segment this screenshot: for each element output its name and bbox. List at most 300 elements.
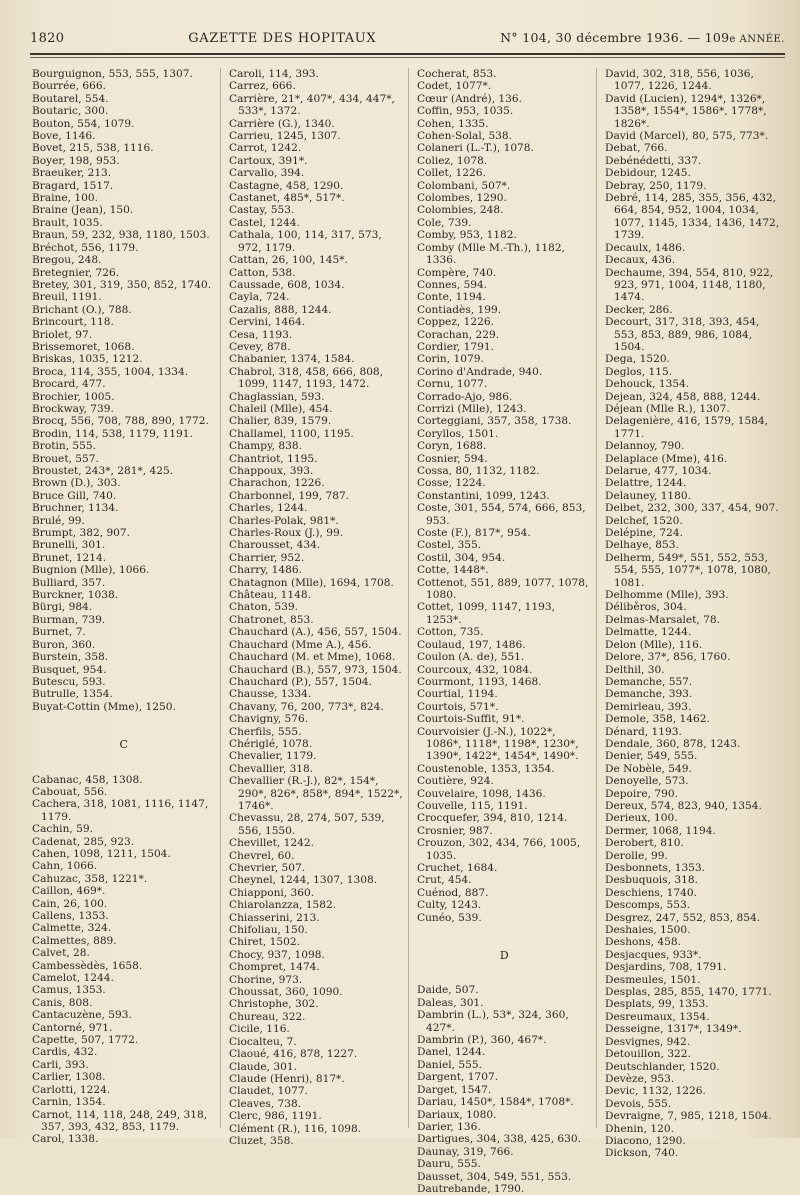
index-entry: Chiapponi, 360. xyxy=(229,886,315,899)
index-entry: Carrot, 1242. xyxy=(229,142,302,155)
index-entry: Canis, 808. xyxy=(32,996,93,1009)
index-entry: Couvelaire, 1098, 1436. xyxy=(417,787,546,800)
index-entry: Derobert, 810. xyxy=(605,837,684,850)
index-entry: Carnot, 114, 118, 248, 249, 318, 357, 393, 432, 853, 1179. xyxy=(32,1108,208,1133)
index-entry: Chiret, 1502. xyxy=(229,936,300,949)
index-entry: Cambessèdès, 1658. xyxy=(32,959,143,972)
index-entry: Carvallo, 394. xyxy=(229,167,305,180)
index-entry: Delchef, 1520. xyxy=(605,514,683,527)
index-entry: Dendale, 360, 878, 1243. xyxy=(605,737,741,750)
index-entry: Calvet, 28. xyxy=(32,947,90,960)
index-entry: Danel, 1244. xyxy=(417,1046,486,1059)
index-entry: Desgrez, 247, 552, 853, 854. xyxy=(605,911,761,924)
index-entry: Catton, 538. xyxy=(229,266,296,279)
index-entry: Derolle, 99. xyxy=(605,849,668,862)
index-entry: Cunéo, 539. xyxy=(417,911,482,924)
index-entry: Brocard, 477. xyxy=(32,378,106,391)
index-entry: Dickson, 740. xyxy=(605,1147,679,1160)
index-entry: Dariau, 1450*, 1584*, 1708*. xyxy=(417,1096,574,1109)
index-entry: Coustenoble, 1353, 1354. xyxy=(417,762,555,775)
index-entry: Daunay, 319, 766. xyxy=(417,1145,514,1158)
index-entry: Challamel, 1100, 1195. xyxy=(229,427,354,440)
index-entry: Decaulx, 1486. xyxy=(605,241,686,254)
index-entry: Camus, 1353. xyxy=(32,984,106,997)
index-entry: Brault, 1035. xyxy=(32,216,103,229)
index-entry: Cossa, 80, 1132, 1182. xyxy=(417,465,540,477)
index-entry: Desjacques, 933*. xyxy=(605,948,702,961)
index-entry: Courtial, 1194. xyxy=(417,688,498,701)
index-entry: Couvelle, 115, 1191. xyxy=(417,799,528,812)
index-entry: Delmatte, 1244. xyxy=(605,626,692,639)
index-entry: Delépine, 724. xyxy=(605,527,684,540)
index-entry: Daleas, 301. xyxy=(417,996,484,1009)
index-entry: Corrizi (Mlle), 1243. xyxy=(417,402,527,415)
index-entry: Chauchard (B.), 557, 973, 1504. xyxy=(229,663,402,676)
index-entry: Bouton, 554, 1079. xyxy=(32,117,135,130)
index-entry: Cahuzac, 358, 1221*. xyxy=(32,872,148,885)
index-entry: Cahn, 1066. xyxy=(32,860,98,873)
index-entry: Claudet, 1077. xyxy=(229,1085,309,1098)
index-entry: Dambrin (P.), 360, 467*. xyxy=(417,1034,547,1047)
index-entry: Decourt, 317, 318, 393, 454, 553, 853, 889, 986, 1084, 1504. xyxy=(605,316,760,353)
index-entry: Coutière, 924. xyxy=(417,775,494,788)
index-entry: Chériglé, 1078. xyxy=(229,737,313,750)
header-rule xyxy=(30,53,785,55)
index-entry: Comby (Mlle M.-Th.), 1182, 1336. xyxy=(417,241,565,267)
index-entry: Charachon, 1226. xyxy=(229,477,325,490)
index-entry: Dechaume, 394, 554, 810, 922, 923, 971, 1004, 1148, 1180, 1474. xyxy=(605,266,774,304)
index-entry: Delagenière, 416, 1579, 1584, 1771. xyxy=(605,415,769,440)
index-entry: Burman, 739. xyxy=(32,613,106,626)
index-entry: Butescu, 593. xyxy=(32,675,106,688)
index-entry: Cabouat, 556. xyxy=(32,785,108,798)
index-entry: Cahen, 1098, 1211, 1504. xyxy=(32,847,171,860)
index-entry: Delattre, 1244. xyxy=(605,477,687,490)
index-entry: Castanet, 485*, 517*. xyxy=(229,192,345,205)
index-entry: Darget, 1547. xyxy=(417,1083,492,1096)
index-entry: Courcoux, 432, 1084. xyxy=(417,663,533,676)
index-entry: Breuil, 1191. xyxy=(32,291,102,304)
index-entry: Detouillon, 322. xyxy=(605,1048,691,1061)
index-entry: Compère, 740. xyxy=(417,266,497,279)
index-entry: Bourguignon, 553, 555, 1307. xyxy=(32,68,193,80)
index-entry: Chausse, 1334. xyxy=(229,688,312,701)
index-entry: Devic, 1132, 1226. xyxy=(605,1085,706,1098)
index-entry: Debat, 766. xyxy=(605,142,668,155)
index-entry: Burstein, 358. xyxy=(32,651,109,664)
index-entry: Debré, 114, 285, 355, 356, 432, 664, 854, 952, 1004, 1034, 1077, 1145, 1334, 1436, 1472, 1739. xyxy=(605,192,780,242)
index-entry: Cottet, 1099, 1147, 1193, 1253*. xyxy=(417,601,555,626)
index-entry: Desvignes, 942. xyxy=(605,1035,691,1048)
index-entry: Deschiens, 1740. xyxy=(605,886,697,899)
index-entry: Carlier, 1308. xyxy=(32,1071,106,1084)
index-entry: Cleaves, 738. xyxy=(229,1097,302,1110)
index-entry: De Nobèle, 549. xyxy=(605,762,692,775)
index-entry: Crosnier, 987. xyxy=(417,824,493,837)
index-entry: Depoire, 790. xyxy=(605,787,678,800)
index-entry: Dauru, 555. xyxy=(417,1158,481,1171)
index-entry: Cervini, 1464. xyxy=(229,316,306,329)
index-entry: Burckner, 1038. xyxy=(32,589,119,602)
index-entry: Costil, 304, 954. xyxy=(417,551,506,564)
index-entry: Demole, 358, 1462. xyxy=(605,713,710,726)
index-entry: Broca, 114, 355, 1004, 1334. xyxy=(32,365,189,378)
index-entry: Chappoux, 393. xyxy=(229,465,314,477)
index-entry: Brotin, 555. xyxy=(32,440,97,453)
index-entry: Chauchard (M. et Mme), 1068. xyxy=(229,651,396,664)
page-number: 1820 xyxy=(30,31,65,46)
index-entry: Cosse, 1224. xyxy=(417,477,486,490)
index-entry: Dehouck, 1354. xyxy=(605,378,690,391)
index-entry: Castagne, 458, 1290. xyxy=(229,179,344,192)
index-entry: Bruce Gill, 740. xyxy=(32,489,117,502)
index-entry: Collet, 1226. xyxy=(417,167,486,180)
index-entry: Crut, 454. xyxy=(417,874,472,887)
index-entry: Brunet, 1214. xyxy=(32,551,107,564)
index-entry: Cattan, 26, 100, 145*. xyxy=(229,254,348,267)
index-entry: Brochier, 1005. xyxy=(32,390,115,403)
index-entry: Dambrin (L.), 53*, 324, 360, 427*. xyxy=(417,1009,569,1034)
index-entry: Champy, 838. xyxy=(229,440,302,453)
index-entry: Crouzon, 302, 434, 766, 1005, 1035. xyxy=(417,837,581,862)
index-entry: Chavigny, 576. xyxy=(229,713,309,726)
issue-text: N° 104, 30 décembre 1936. — 109 xyxy=(500,30,730,45)
index-entry: Camelot, 1244. xyxy=(32,972,114,985)
index-entry: Carrière, 21*, 407*, 434, 447*, 533*, 1372. xyxy=(229,92,395,118)
index-entry: Delmas-Marsalet, 78. xyxy=(605,613,721,626)
index-entry: Dereux, 574, 823, 940, 1354. xyxy=(605,799,762,812)
index-entry: Buyat-Cottin (Mme), 1250. xyxy=(32,700,176,713)
header-rule-thin xyxy=(30,57,785,58)
index-entry: Cayla, 724. xyxy=(229,291,290,304)
index-column xyxy=(596,68,784,1160)
index-entry: Dautrebande, 1790. xyxy=(417,1182,525,1195)
index-entry: Corteggiani, 357, 358, 1738. xyxy=(417,415,572,428)
index-entry: Carrez, 666. xyxy=(229,80,296,93)
index-entry: Crocquefer, 394, 810, 1214. xyxy=(417,812,568,825)
index-entry: Brulé, 99. xyxy=(32,514,85,527)
index-entry: Chatronet, 853. xyxy=(229,613,314,626)
index-entry: Desplas, 285, 855, 1470, 1771. xyxy=(605,986,772,999)
section-letter: C xyxy=(119,738,129,752)
index-entry: Carnin, 1354. xyxy=(32,1096,106,1109)
index-entry: Caillon, 469*. xyxy=(32,885,106,898)
index-entry: Bugnion (Mlle), 1066. xyxy=(32,564,150,577)
index-column xyxy=(32,68,220,1146)
index-entry: Coffin, 953, 1035. xyxy=(417,105,514,118)
index-entry: Chocy, 937, 1098. xyxy=(229,948,325,961)
index-entry: Debray, 250, 1179. xyxy=(605,179,707,192)
index-entry: Cardis, 432. xyxy=(32,1046,98,1059)
index-entry: Corrado-Ajo, 986. xyxy=(417,390,513,403)
index-entry: Courtois, 571*. xyxy=(417,700,499,713)
index-entry: Carrière (G.), 1340. xyxy=(229,117,335,130)
index-entry: Colaneri (L.-T.), 1078. xyxy=(417,142,534,155)
index-entry: Desbuquois, 318. xyxy=(605,874,698,887)
index-entry: Chaglassian, 593. xyxy=(229,390,325,403)
index-entry: Courvoisier (J.-N.), 1022*, 1086*, 1118*, 1198*, 1230*, 1390*, 1422*, 1454*, 1490*. xyxy=(417,725,579,763)
index-entry: Corachan, 229. xyxy=(417,328,500,341)
index-entry: Chantriot, 1195. xyxy=(229,452,318,465)
index-entry: Briolet, 97. xyxy=(32,328,93,341)
index-entry: Bretey, 301, 319, 350, 852, 1740. xyxy=(32,278,212,291)
index-entry: Clerc, 986, 1191. xyxy=(229,1110,322,1123)
index-entry: Daniel, 555. xyxy=(417,1058,483,1071)
section-letter: D xyxy=(499,949,510,963)
index-entry: Chureau, 322. xyxy=(229,1010,306,1023)
index-entry: Chorine, 973. xyxy=(229,973,303,986)
index-entry: Charousset, 434. xyxy=(229,539,321,552)
index-entry: Caroli, 114, 393. xyxy=(229,68,319,80)
index-entry: Cruchet, 1684. xyxy=(417,862,498,874)
index-entry: Coppez, 1226. xyxy=(417,316,494,329)
index-entry: Boutaric, 300. xyxy=(32,105,109,118)
index-entry: Charles, 1244. xyxy=(229,502,308,515)
index-entry: Contiadès, 199. xyxy=(417,303,502,316)
index-entry: Culty, 1243. xyxy=(417,899,482,912)
index-entry: Desmeules, 1501. xyxy=(605,973,701,986)
index-entry: Desplats, 99, 1353. xyxy=(605,998,709,1011)
index-entry: Chauchard (P.), 557, 1504. xyxy=(229,675,372,688)
index-entry: Capette, 507, 1772. xyxy=(32,1034,139,1047)
running-header xyxy=(30,30,785,52)
index-entry: Cherfils, 555. xyxy=(229,725,302,738)
index-entry: Dausset, 304, 549, 551, 553. xyxy=(417,1170,572,1183)
index-entry: Bourrée, 666. xyxy=(32,80,106,93)
index-entry: Cabanac, 458, 1308. xyxy=(32,773,143,786)
index-entry: Derieux, 100. xyxy=(605,812,678,825)
index-entry: Delhaye, 853. xyxy=(605,539,679,552)
index-entry: Debénédetti, 337. xyxy=(605,154,702,167)
index-entry: Costel, 355. xyxy=(417,539,482,552)
index-entry: Bove, 1146. xyxy=(32,130,96,143)
index-entry: Calmettes, 889. xyxy=(32,934,117,947)
index-entry: Delarue, 477, 1034. xyxy=(605,465,712,477)
index-entry: Brunelli, 301. xyxy=(32,539,106,552)
index-entry: Brocq, 556, 708, 788, 890, 1772. xyxy=(32,415,209,428)
index-entry: Devèze, 953. xyxy=(605,1072,675,1085)
index-entry: Courmont, 1193, 1468. xyxy=(417,675,542,688)
index-entry: Diacono, 1290. xyxy=(605,1134,686,1147)
index-entry: Descomps, 553. xyxy=(605,899,691,912)
issue-info xyxy=(500,30,785,45)
index-entry: Desjardins, 708, 1791. xyxy=(605,961,727,974)
index-entry: Codet, 1077*. xyxy=(417,80,492,93)
index-entry: Cachin, 59. xyxy=(32,823,93,836)
index-entry: Brodin, 114, 538, 1179, 1191. xyxy=(32,427,193,440)
index-columns xyxy=(32,68,784,1195)
index-entry: Burnet, 7. xyxy=(32,626,86,639)
index-entry: Dartigues, 304, 338, 425, 630. xyxy=(417,1133,582,1146)
index-entry: Delannoy, 790. xyxy=(605,440,685,453)
index-entry: Cohen, 1335. xyxy=(417,117,489,130)
index-entry: Charles-Polak, 981*. xyxy=(229,514,339,527)
index-entry: David, 302, 318, 556, 1036, 1077, 1226, 1244. xyxy=(605,68,754,93)
index-entry: Courtois-Suffit, 91*. xyxy=(417,713,525,726)
index-entry: Chevallier, 318. xyxy=(229,762,314,775)
index-entry: Corin, 1079. xyxy=(417,353,484,366)
index-entry: Dermer, 1068, 1194. xyxy=(605,824,716,837)
index-entry: Calmette, 324. xyxy=(32,922,112,935)
index-entry: Dargent, 1707. xyxy=(417,1071,499,1084)
index-entry: Connes, 594. xyxy=(417,278,488,291)
index-entry: Brockway, 739. xyxy=(32,402,114,415)
index-entry: Cesa, 1193. xyxy=(229,328,293,341)
index-entry: Braeuker, 213. xyxy=(32,167,112,180)
index-entry: Coste (F.), 817*, 954. xyxy=(417,527,531,540)
index-entry: Decker, 286. xyxy=(605,303,673,316)
index-entry: Devois, 555. xyxy=(605,1097,672,1110)
index-entry: Buron, 360. xyxy=(32,638,96,651)
index-entry: Demanche, 557. xyxy=(605,675,693,688)
index-entry: Braine, 100. xyxy=(32,192,98,205)
index-entry: Claude (Henri), 817*. xyxy=(229,1072,345,1085)
index-entry: Cantacuzène, 593. xyxy=(32,1009,132,1022)
index-entry: Cluzet, 358. xyxy=(229,1134,294,1147)
index-entry: Clément (R.), 116, 1098. xyxy=(229,1122,362,1135)
index-entry: Cicile, 116. xyxy=(229,1023,290,1036)
index-entry: Bregou, 248. xyxy=(32,254,102,267)
index-entry: Chaton, 539. xyxy=(229,601,299,614)
index-entry: Daide, 507. xyxy=(417,984,479,997)
index-entry: Bruchner, 1134. xyxy=(32,502,119,515)
index-entry: Cordier, 1791. xyxy=(417,340,494,353)
index-column xyxy=(408,68,596,1195)
index-entry: Choussat, 360, 1090. xyxy=(229,986,343,999)
index-entry: Carli, 393. xyxy=(32,1058,89,1071)
index-entry: Colombies, 248. xyxy=(417,204,504,217)
index-entry: Brown (D.), 303. xyxy=(32,477,121,490)
journal-title: GAZETTE DES HOPITAUX xyxy=(188,31,377,46)
index-entry: Delore, 37*, 856, 1760. xyxy=(605,651,731,664)
index-entry: Christophe, 302. xyxy=(229,998,319,1011)
index-entry: Déjean (Mlle R.), 1307. xyxy=(605,402,730,415)
index-entry: Cornu, 1077. xyxy=(417,378,488,391)
index-entry: Carrieu, 1245, 1307. xyxy=(229,130,341,143)
index-entry: Briskas, 1035, 1212. xyxy=(32,353,143,366)
index-entry: Desseigne, 1317*, 1349*. xyxy=(605,1023,742,1036)
index-entry: Dega, 1520. xyxy=(605,353,670,366)
index-entry: Chevalier, 1179. xyxy=(229,750,317,763)
index-entry: Bovet, 215, 538, 1116. xyxy=(32,142,154,155)
index-entry: Boutarel, 554. xyxy=(32,92,109,105)
index-entry: Bragard, 1517. xyxy=(32,179,114,192)
index-entry: Ciocalteu, 7. xyxy=(229,1035,297,1048)
index-entry: Desbonnets, 1353. xyxy=(605,862,706,874)
issue-suffix: e ANNÉE. xyxy=(729,34,785,45)
index-entry: Coryllos, 1501. xyxy=(417,427,499,440)
index-entry: Chevillet, 1242. xyxy=(229,837,314,850)
index-entry: Demirleau, 393. xyxy=(605,700,692,713)
index-entry: Coulon (A. de), 551. xyxy=(417,651,525,664)
index-entry: Chalier, 839, 1579. xyxy=(229,415,332,428)
index-entry: Delauney, 1180. xyxy=(605,489,692,502)
index-entry: Deglos, 115. xyxy=(605,365,673,378)
index-entry: Cotte, 1448*. xyxy=(417,564,489,577)
index-entry: Bréchot, 556, 1179. xyxy=(32,241,139,254)
index-entry: Caussade, 608, 1034. xyxy=(229,278,345,291)
index-entry: Castel, 1244. xyxy=(229,216,300,229)
index-entry: Charrier, 952. xyxy=(229,551,305,564)
index-entry: Charles-Roux (J.), 99. xyxy=(229,527,344,540)
index-entry: Coste, 301, 554, 574, 666, 853, 953. xyxy=(417,502,586,527)
index-entry: Brichant (O.), 788. xyxy=(32,303,132,316)
index-entry: Cazalis, 888, 1244. xyxy=(229,303,332,316)
index-entry: Chatagnon (Mlle), 1694, 1708. xyxy=(229,576,394,589)
index-entry: Coryn, 1688. xyxy=(417,440,487,453)
index-entry: Chevrier, 507. xyxy=(229,862,306,874)
index-entry: Charry, 1486. xyxy=(229,564,303,577)
index-entry: Brincourt, 118. xyxy=(32,316,114,329)
index-entry: Comby, 953, 1182. xyxy=(417,229,517,242)
index-entry: Delbet, 232, 300, 337, 454, 907. xyxy=(605,502,779,515)
index-entry: Brissemoret, 1068. xyxy=(32,340,135,353)
index-entry: Denier, 549, 555. xyxy=(605,750,698,763)
index-entry: Callens, 1353. xyxy=(32,910,109,922)
index-entry: Boyer, 198, 953. xyxy=(32,154,120,167)
index-entry: Dariaux, 1080. xyxy=(417,1108,497,1121)
index-entry: Cartoux, 391*. xyxy=(229,154,308,167)
index-entry: Darier, 136. xyxy=(417,1120,481,1133)
index-entry: Deshaies, 1500. xyxy=(605,924,691,937)
index-entry: Castay, 553. xyxy=(229,204,295,217)
index-entry: Delthil, 30. xyxy=(605,663,665,676)
index-entry: Cuénod, 887. xyxy=(417,886,489,899)
index-entry: Chevrel, 60. xyxy=(229,849,295,862)
index-entry: Cantorné, 971. xyxy=(32,1021,113,1034)
index-entry: Colombani, 507*. xyxy=(417,179,511,192)
index-entry: Cottenot, 551, 889, 1077, 1078, 1080. xyxy=(417,576,589,602)
index-entry: Delherm, 549*, 551, 552, 553, 554, 555, 1077*, 1078, 1080, 1081. xyxy=(605,551,771,589)
index-entry: Demanche, 393. xyxy=(605,688,693,701)
index-entry: Devraigne, 7, 985, 1218, 1504. xyxy=(605,1110,772,1123)
index-entry: Dejean, 324, 458, 888, 1244. xyxy=(605,390,761,403)
index-entry: Delaplace (Mme), 416. xyxy=(605,452,728,465)
index-entry: Chiarolanzza, 1582. xyxy=(229,899,337,912)
index-entry: Conte, 1194. xyxy=(417,291,486,304)
index-entry: Debidour, 1245. xyxy=(605,167,691,180)
index-entry: Cathala, 100, 114, 317, 573, 972, 1179. xyxy=(229,229,382,254)
index-entry: Chauchard (A.), 456, 557, 1504. xyxy=(229,626,402,639)
index-entry: Chiasserini, 213. xyxy=(229,911,320,924)
index-entry: Brumpt, 382, 907. xyxy=(32,527,131,540)
index-entry: Cain, 26, 100. xyxy=(32,897,108,910)
index-entry: Cœur (André), 136. xyxy=(417,92,523,105)
index-entry: Chevallier (R.-J.), 82*, 154*, 290*, 826*, 858*, 894*, 1522*, 1746*. xyxy=(229,775,403,812)
index-entry: Carlotti, 1224. xyxy=(32,1083,111,1096)
index-entry: David (Marcel), 80, 575, 773*. xyxy=(605,130,769,143)
index-entry: Bulliard, 357. xyxy=(32,576,106,589)
index-entry: Busquet, 954. xyxy=(32,663,107,676)
index-entry: Cocherat, 853. xyxy=(417,68,497,80)
index-entry: Chifoliau, 150. xyxy=(229,924,308,937)
index-entry: Coulaud, 197, 1486. xyxy=(417,638,526,651)
index-entry: Cotton, 735. xyxy=(417,626,484,639)
index-entry: Broustet, 243*, 281*, 425. xyxy=(32,465,174,477)
index-entry: Delhomme (Mlle), 393. xyxy=(605,589,729,602)
index-entry: Cachera, 318, 1081, 1116, 1147, 1179. xyxy=(32,798,209,823)
index-entry: Chompret, 1474. xyxy=(229,961,320,974)
index-entry: Cevey, 878. xyxy=(229,340,291,353)
index-entry: Braine (Jean), 150. xyxy=(32,204,134,217)
index-entry: Desreumaux, 1354. xyxy=(605,1010,710,1023)
index-entry: Chabrol, 318, 458, 666, 808, 1099, 1147, 1193, 1472. xyxy=(229,365,384,391)
index-entry: Cosnier, 594. xyxy=(417,452,488,465)
index-entry: Colombes, 1290. xyxy=(417,192,507,205)
index-entry: Cheynel, 1244, 1307, 1308. xyxy=(229,874,378,887)
index-entry: Deshons, 458. xyxy=(605,936,681,949)
index-column xyxy=(220,68,408,1147)
